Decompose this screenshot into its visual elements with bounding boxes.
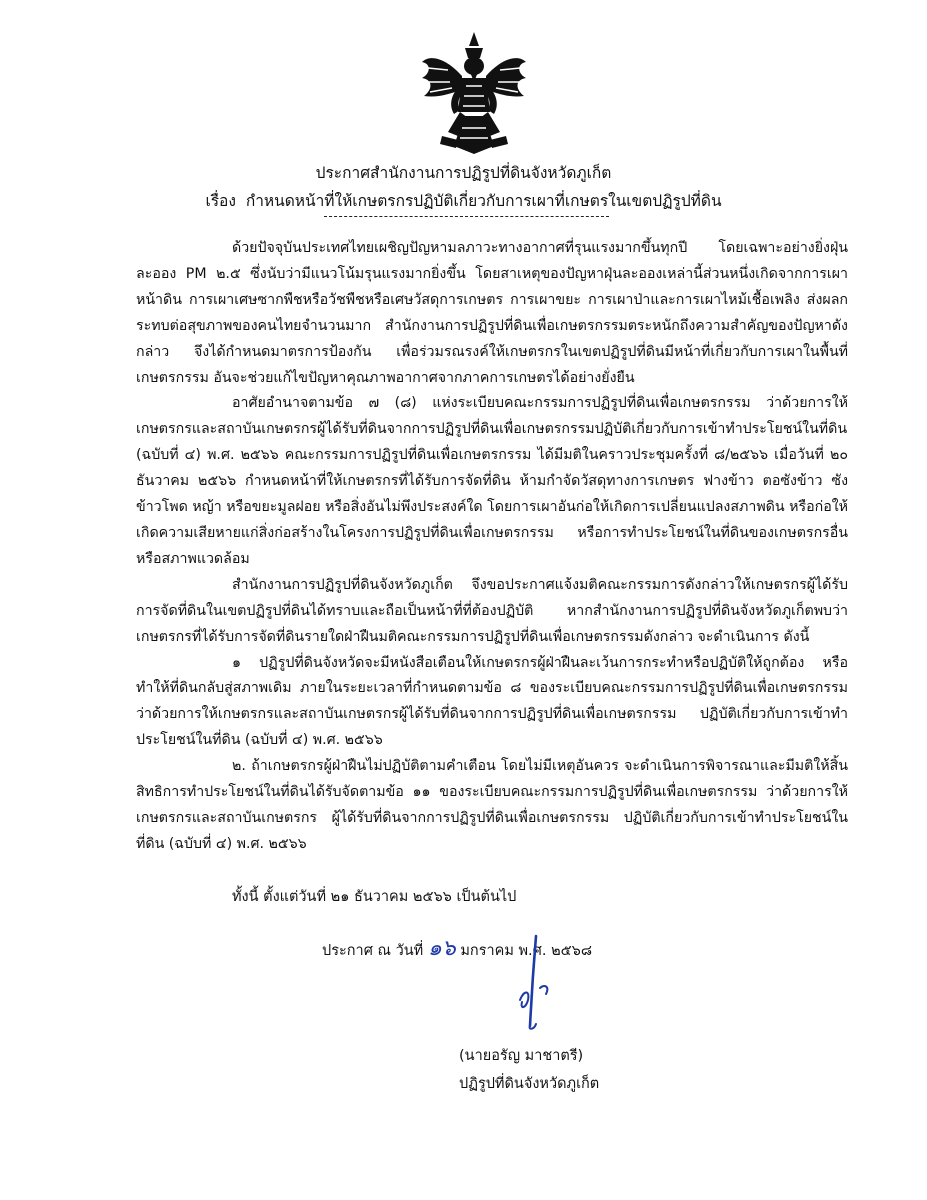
measure-item-1: ๑ ปฏิรูปที่ดินจังหวัดจะมีหนังสือเตือนให้เกษตรกรผู้ฝ่าฝืนละเว้นการกระทำหรือปฏิบัติให้ถูกต้อง หรือทำให้ที่ดินกลับสู่สภาพเดิม ภายในระยะเวลาที่กำหนดตามข้อ ๘ ของระเบียบคณะกรรมการปฏิรูปที่ดินเพื่อเกษตรกรรมว่าด้วยการให้เกษตรกรและสถาบันเกษตรกรผู้ได้รับที่ดินจากการปฏิรูปที่ดินเพื่อเกษตรกรรม ปฏิบัติเกี่ยวกับการเข้าทำประโยชน์ในที่ดิน (ฉบับที่ ๔) พ.ศ. ๒๕๖๖	[136, 654, 848, 749]
subject-text: กำหนดหน้าที่ให้เกษตรกรปฏิบัติเกี่ยวกับการเผาที่เกษตรในเขตปฏิรูปที่ดิน	[245, 192, 722, 210]
signer-title: ปฏิรูปที่ดินจังหวัดภูเก็ต	[459, 1076, 600, 1092]
given-day-handwritten: ๑๖	[427, 936, 456, 961]
paragraph-authority: อาศัยอำนาจตามข้อ ๗ (๘) แห่งระเบียบคณะกรรมการปฏิรูปที่ดินเพื่อเกษตรกรรม ว่าด้วยการให้เกษตรกรและสถาบันเกษตรกรผู้ได้รับที่ดินจากการปฏิรูปที่ดินเพื่อเกษตรกรรมปฏิบัติเกี่ยวกับการเข้าทำประโยชน์ในที่ดิน (ฉบับที่ ๔) พ.ศ. ๒๕๖๖ คณะกรรมการปฏิรูปที่ดินเพื่อเกษตรกรรม ได้มีมติในคราวประชุมครั้งที่ ๘/๒๕๖๖ เมื่อวันที่ ๒๐ ธันวาคม ๒๕๖๖ กำหนดหน้าที่ให้เกษตรกรที่ได้รับการจัดที่ดิน ห้ามกำจัดวัสดุทางการเกษตร ฟางข้าว ตอซังข้าว ซังข้าวโพด หญ้า หรือขยะมูลฝอย หรือสิ่งอันไม่พึงประสงค์ใด โดยการเผาอันก่อให้เกิดการเปลี่ยนแปลงสภาพดิน หรือก่อให้เกิดความเสียหายแก่สิ่งก่อสร้างในโครงการปฏิรูปที่ดินเพื่อเกษตรกรรม หรือการทำประโยชน์ในที่ดินของเกษตรกรอื่น หรือสภาพแวดล้อม	[136, 395, 848, 567]
subject-prefix: เรื่อง	[205, 192, 236, 210]
announcement-subject	[0, 190, 927, 212]
effective-date: ทั้งนี้ ตั้งแต่วันที่ ๒๑ ธันวาคม ๒๕๖๖ เป็นต้นไป	[232, 889, 517, 905]
signature-icon	[490, 930, 600, 1040]
given-prefix: ประกาศ ณ วันที่	[322, 943, 424, 959]
given-month-year: มกราคม พ.ศ. ๒๕๖๘	[460, 943, 593, 959]
paragraph-background: ด้วยปัจจุบันประเทศไทยเผชิญปัญหามลภาวะทางอากาศที่รุนแรงมากขึ้นทุกปี โดยเฉพาะอย่างยิ่งฝุ่นละออง PM ๒.๕ ซึ่งนับว่ามีแนวโน้มรุนแรงมากยิ่งขึ้น โดยสาเหตุของปัญหาฝุ่นละอองเหล่านี้ส่วนหนึ่งเกิดจากการเผาหน้าดิน การเผาเศษซากพืชหรือวัชพืชหรือเศษวัสดุการเกษตร การเผาขยะ การเผาป่าและการเผาไหม้เชื้อเพลิง ส่งผลกระทบต่อสุขภาพของคนไทยจำนวนมาก สำนักงานการปฏิรูปที่ดินเพื่อเกษตรกรรมตระหนักถึงความสำคัญของปัญหาดังกล่าว จึงได้กำหนดมาตรการป้องกัน เพื่อร่วมรณรงค์ให้เกษตรกรในเขตปฏิรูปที่ดินมีหน้าที่เกี่ยวกับการเผาในพื้นที่เกษตรกรรม อันจะช่วยแก้ไขปัญหาคุณภาพอากาศจากภาคการเกษตรได้อย่างยั่งยืน	[136, 240, 848, 386]
garuda-emblem-icon	[418, 28, 530, 156]
announcement-title: ประกาศสำนักงานการปฏิรูปที่ดินจังหวัดภูเก็ต	[315, 164, 612, 182]
paragraph-notice: สำนักงานการปฏิรูปที่ดินจังหวัดภูเก็ต จึงขอประกาศแจ้งมติคณะกรรมการดังกล่าวให้เกษตรกรผู้ได้รับการจัดที่ดินในเขตปฏิรูปที่ดินได้ทราบและถือเป็นหน้าที่ที่ต้องปฏิบัติ หากสำนักงานการปฏิรูปที่ดินจังหวัดภูเก็ตพบว่าเกษตรกรที่ได้รับการจัดที่ดินรายใดฝ่าฝืนมติคณะกรรมการปฏิรูปที่ดินเพื่อเกษตรกรรมดังกล่าว จะดำเนินการ ดังนี้	[136, 576, 848, 645]
signer-name: (นายอรัญ มาชาตรี)	[459, 1048, 584, 1064]
measure-item-2: ๒. ถ้าเกษตรกรผู้ฝ่าฝืนไม่ปฏิบัติตามคำเตือน โดยไม่มีเหตุอันควร จะดำเนินการพิจารณาและมีมติให้สิ้นสิทธิการทำประโยชน์ในที่ดินได้รับจัดตามข้อ ๑๑ ของระเบียบคณะกรรมการปฏิรูปที่ดินเพื่อเกษตรกรรม ว่าด้วยการให้เกษตรกรและสถาบันเกษตรกร ผู้ได้รับที่ดินจากการปฏิรูปที่ดินเพื่อเกษตรกรรม ปฏิบัติเกี่ยวกับการเข้าทำประโยชน์ในที่ดิน (ฉบับที่ ๔) พ.ศ. ๒๕๖๖	[136, 758, 848, 852]
signer-block	[459, 1042, 599, 1098]
dashed-divider	[324, 216, 609, 217]
announcement-body	[136, 236, 848, 858]
